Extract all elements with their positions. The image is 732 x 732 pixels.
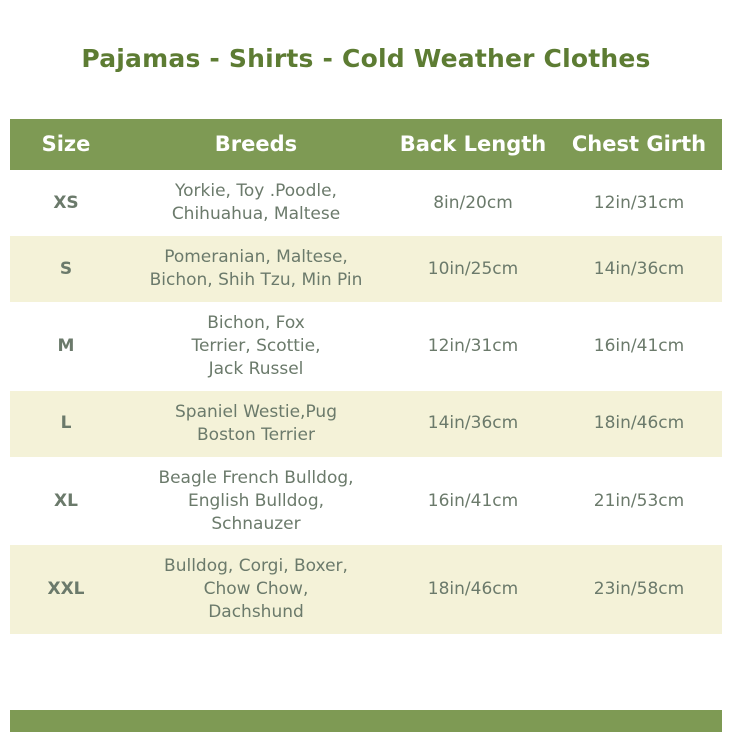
table-row — [10, 302, 722, 391]
table-body — [10, 170, 722, 634]
breed-line: Yorkie, Toy .Poodle, — [175, 181, 337, 202]
breed-line: Terrier, Scottie, — [191, 335, 321, 356]
breed-line: Spaniel Westie,Pug — [175, 401, 337, 422]
size-chart-table — [10, 119, 722, 634]
breed-line: Pomeranian, Maltese, — [164, 247, 348, 268]
footer-bar — [10, 710, 722, 732]
breed-line: Schnauzer — [211, 513, 301, 534]
column-header-back-length: Back Length — [390, 119, 556, 170]
breed-line: Beagle French Bulldog, — [158, 467, 354, 488]
cell-size: L — [10, 391, 122, 457]
breed-line: Jack Russel — [208, 358, 304, 379]
cell-breeds — [122, 545, 390, 634]
breed-line: Bulldog, Corgi, Boxer, — [164, 556, 348, 577]
table-header-row — [10, 119, 722, 170]
cell-back-length: 16in/41cm — [390, 457, 556, 546]
breed-line: Chihuahua, Maltese — [171, 204, 341, 225]
cell-chest-girth: 12in/31cm — [556, 170, 722, 236]
cell-size: M — [10, 302, 122, 391]
cell-breeds — [122, 236, 390, 302]
cell-size: XS — [10, 170, 122, 236]
table-header — [10, 119, 722, 170]
column-header-size: Size — [10, 119, 122, 170]
cell-size: XL — [10, 457, 122, 546]
cell-chest-girth: 14in/36cm — [556, 236, 722, 302]
cell-chest-girth: 21in/53cm — [556, 457, 722, 546]
cell-breeds — [122, 457, 390, 546]
breed-line: Bichon, Shih Tzu, Min Pin — [149, 270, 363, 290]
cell-chest-girth: 23in/58cm — [556, 545, 722, 634]
cell-chest-girth: 18in/46cm — [556, 391, 722, 457]
table-row — [10, 391, 722, 457]
cell-back-length: 10in/25cm — [390, 236, 556, 302]
cell-chest-girth: 16in/41cm — [556, 302, 722, 391]
cell-size: XXL — [10, 545, 122, 634]
table-row — [10, 457, 722, 546]
breed-line: Bichon, Fox — [207, 312, 305, 333]
table-row — [10, 170, 722, 236]
table-row — [10, 545, 722, 634]
column-header-chest-girth: Chest Girth — [556, 119, 722, 170]
table-row — [10, 236, 722, 302]
cell-size: S — [10, 236, 122, 302]
page-title: Pajamas - Shirts - Cold Weather Clothes — [81, 44, 651, 73]
column-header-breeds: Breeds — [122, 119, 390, 170]
cell-back-length: 14in/36cm — [390, 391, 556, 457]
breed-line: Dachshund — [208, 602, 304, 623]
cell-breeds — [122, 302, 390, 391]
breed-line: English Bulldog, — [187, 490, 325, 511]
cell-back-length: 8in/20cm — [390, 170, 556, 236]
cell-breeds — [122, 170, 390, 236]
breed-line: Boston Terrier — [197, 424, 315, 445]
cell-breeds — [122, 391, 390, 457]
breed-line: Chow Chow, — [203, 579, 309, 600]
cell-back-length: 12in/31cm — [390, 302, 556, 391]
cell-back-length: 18in/46cm — [390, 545, 556, 634]
size-chart-table-wrapper — [10, 119, 722, 634]
